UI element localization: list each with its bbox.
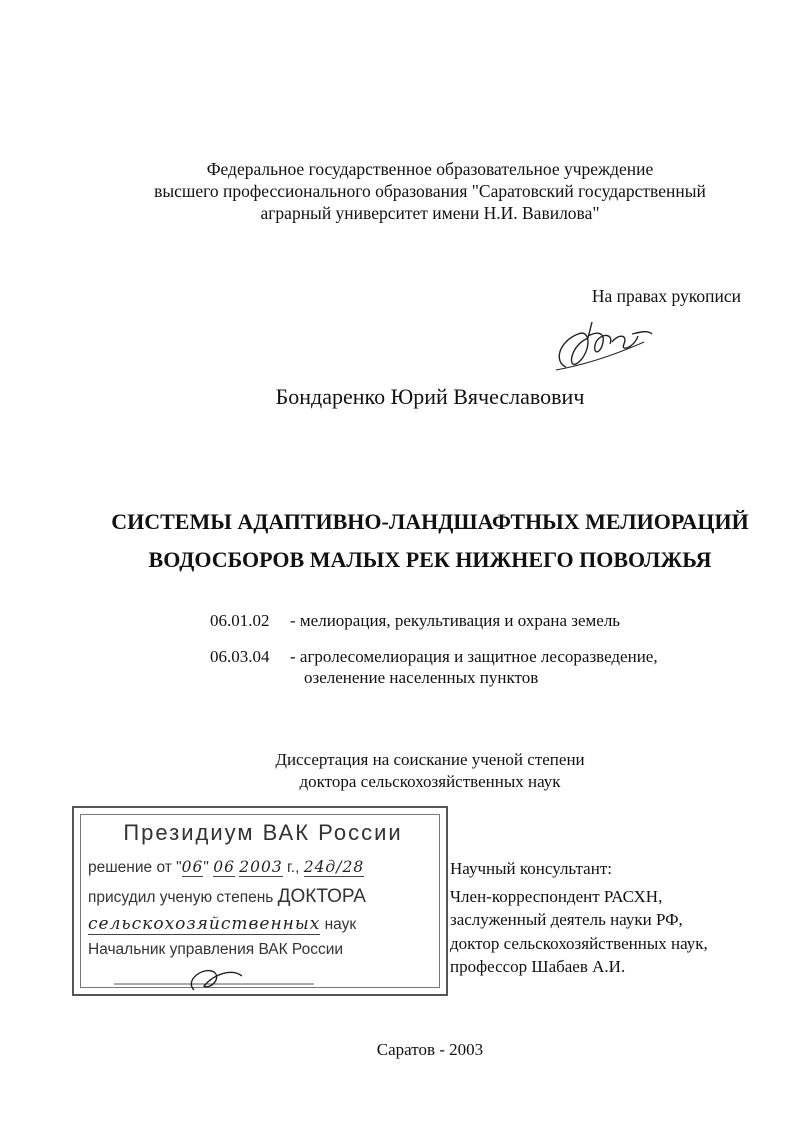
institution-line-3: аграрный университет имени Н.И. Вавилова" [260, 203, 600, 223]
institution-line-1: Федеральное государственное образовательное учреждение [206, 159, 654, 179]
stamp-title: Президиум ВАК России [123, 820, 403, 845]
stamp-awarded-line [88, 886, 366, 908]
handwritten-signature [548, 312, 658, 374]
manuscript-rights-label: На правах рукописи [591, 286, 741, 306]
specialty-desc-continued: озеленение населенных пунктов [304, 668, 539, 687]
specialty-2 [210, 646, 710, 688]
stamp-month: 06 [213, 858, 235, 876]
dissertation-title [80, 503, 780, 579]
specialty-1 [210, 610, 710, 631]
specialty-desc: - агролесомелиорация и защитное лесоразведение, [290, 647, 658, 666]
dissertation-degree [200, 749, 660, 793]
degree-line-1: Диссертация на соискание ученой степени [275, 750, 585, 769]
degree-line-2: доктора сельскохозяйственных наук [299, 772, 561, 791]
vak-stamp [72, 806, 448, 996]
scientific-consultant [450, 857, 770, 979]
stamp-year-suffix: г., [282, 859, 300, 876]
stamp-decision-prefix: решение от " [88, 859, 182, 876]
stamp-year: 2003 [239, 858, 283, 876]
stamp-number: 24д/28 [303, 858, 365, 876]
specialty-desc: - мелиорация, рекультивация и охрана земель [290, 611, 621, 630]
specialty-code: 06.01.02 [210, 611, 270, 630]
consultant-line-2: заслуженный деятель науки РФ, [450, 910, 683, 929]
stamp-science: сельскохозяйственных [88, 914, 321, 934]
stamp-degree: ДОКТОРА [277, 886, 366, 907]
consultant-label: Научный консультант: [450, 859, 612, 878]
specialty-code: 06.03.04 [210, 647, 270, 666]
stamp-day: 06 [181, 858, 204, 876]
institution-line-2: высшего профессионального образования "Саратовский государственный [154, 181, 706, 201]
title-line-1: СИСТЕМЫ АДАПТИВНО-ЛАНДШАФТНЫХ МЕЛИОРАЦИЙ [111, 509, 749, 534]
stamp-decision-line [88, 858, 364, 877]
stamp-head-line: Начальник управления ВАК России [88, 941, 344, 958]
stamp-signature [114, 960, 314, 996]
stamp-science-suffix: наук [324, 916, 357, 933]
stamp-quote: " [203, 859, 209, 876]
stamp-awarded-prefix: присудил ученую степень [88, 889, 278, 906]
title-line-2: ВОДОСБОРОВ МАЛЫХ РЕК НИЖНЕГО ПОВОЛЖЬЯ [148, 547, 712, 572]
consultant-line-4: профессор Шабаев А.И. [450, 957, 626, 976]
institution-header [100, 158, 760, 224]
stamp-science-line [88, 914, 356, 934]
consultant-line-3: доктор сельскохозяйственных наук, [450, 933, 708, 953]
author-name: Бондаренко Юрий Вячеславович [275, 384, 585, 409]
city-year: Саратов - 2003 [376, 1040, 484, 1059]
consultant-line-1: Член-корреспондент РАСХН, [450, 886, 663, 906]
